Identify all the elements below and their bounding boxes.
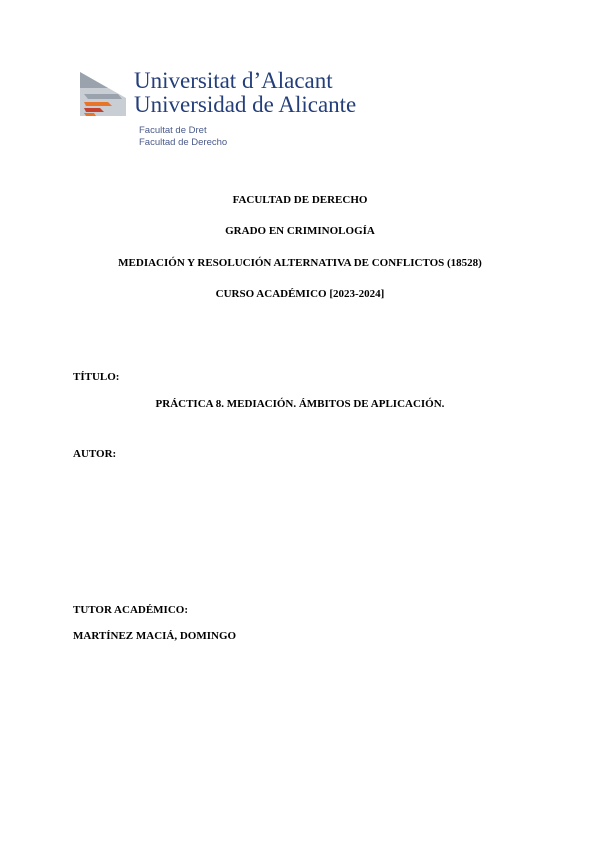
- title-label: TÍTULO:: [73, 371, 120, 383]
- university-logo: [78, 68, 358, 158]
- logo-faculty-valencian: Facultat de Dret: [139, 125, 207, 136]
- academic-year-heading: CURSO ACADÉMICO [2023-2024]: [215, 288, 385, 300]
- logo-name-spanish: Universidad de Alicante: [134, 92, 357, 117]
- tutor-name: MARTÍNEZ MACIÁ, DOMINGO: [73, 630, 237, 642]
- title-value: PRÁCTICA 8. MEDIACIÓN. ÁMBITOS DE APLICACIÓN.: [155, 398, 445, 410]
- course-heading: MEDIACIÓN Y RESOLUCIÓN ALTERNATIVA DE CONFLICTOS (18528): [118, 257, 482, 269]
- logo-name-valencian: Universitat d’Alacant: [134, 68, 333, 93]
- tutor-label: TUTOR ACADÉMICO:: [73, 604, 189, 616]
- faculty-heading: FACULTAD DE DERECHO: [232, 194, 368, 206]
- degree-heading: GRADO EN CRIMINOLOGÍA: [225, 225, 375, 237]
- author-label: AUTOR:: [73, 448, 117, 460]
- university-emblem-icon: [78, 70, 128, 118]
- logo-faculty-spanish: Facultad de Derecho: [139, 137, 228, 148]
